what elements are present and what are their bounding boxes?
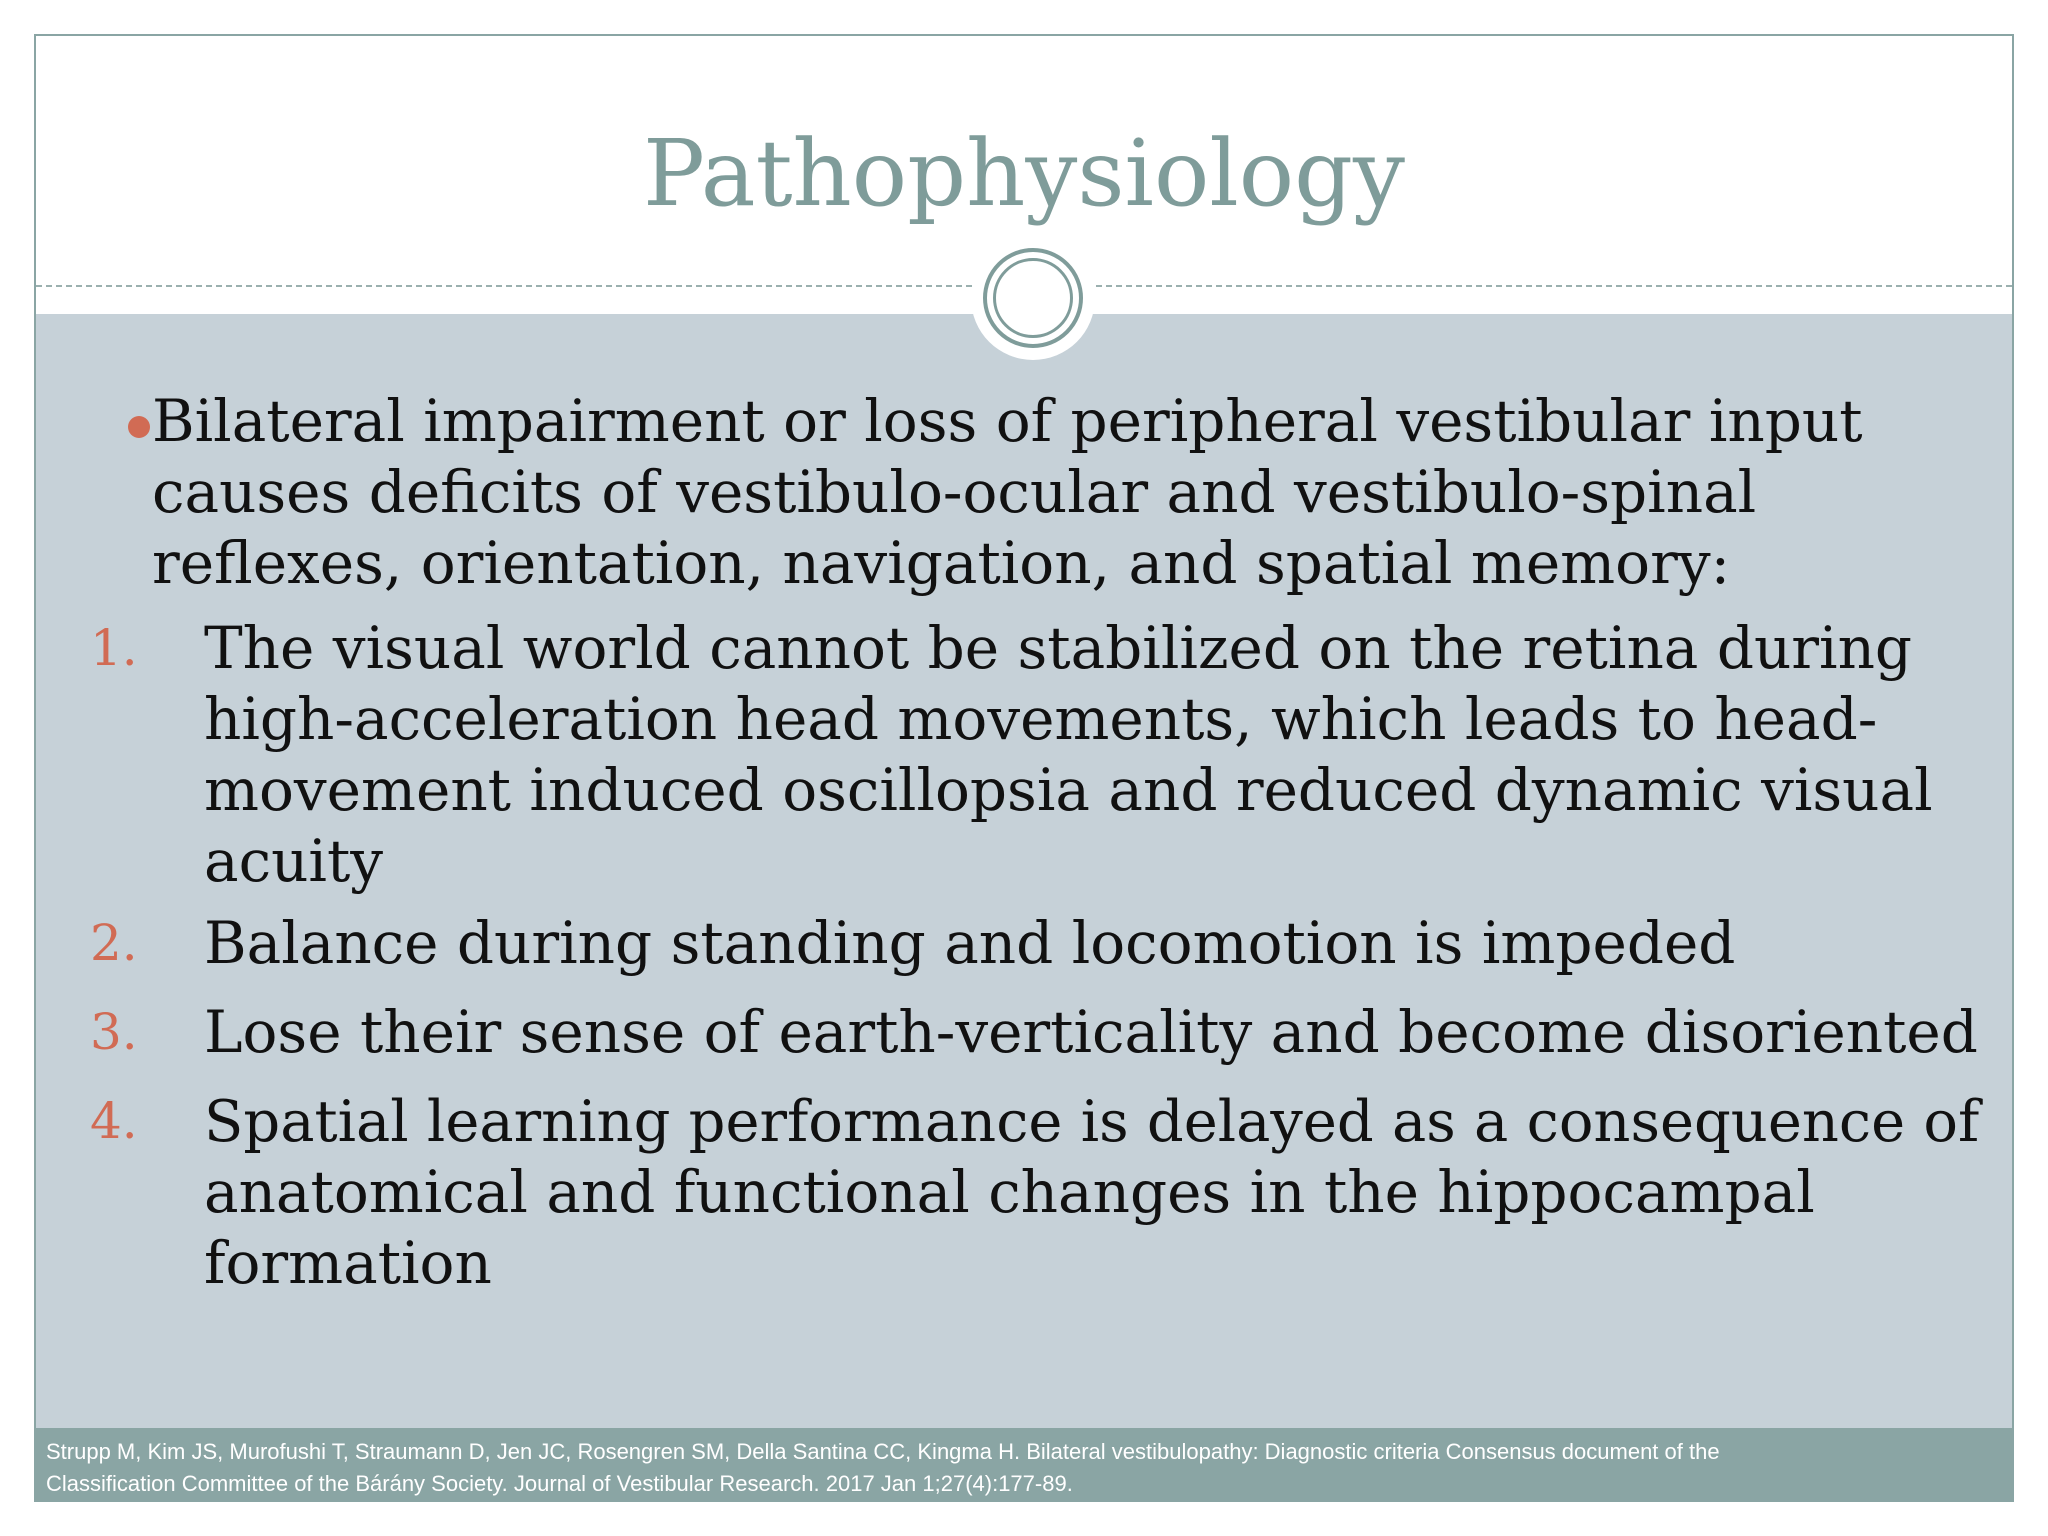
item-line: high-acceleration head movements, which leads to head-: [204, 685, 1878, 753]
bullet-line: Bilateral impairment or loss of peripheral vestibular input: [152, 387, 1863, 455]
item-line: formation: [204, 1229, 492, 1297]
item-line: anatomical and functional changes in the hippocampal: [204, 1158, 1815, 1226]
item-line: Spatial learning performance is delayed as a consequence of: [204, 1088, 1980, 1155]
item-line: Balance during standing and locomotion is impeded: [204, 909, 1736, 977]
bullet-item: [152, 386, 1952, 599]
citation-line: Classification Committee of the Bárány Society. Journal of Vestibular Research. 2017 Jan 1;27(4):177-89.: [46, 1471, 1073, 1496]
item-number: 2.: [90, 914, 138, 972]
bullet-line: causes deficits of vestibulo-ocular and vestibulo-spinal: [152, 458, 1757, 526]
item-line: The visual world cannot be stabilized on the retina during: [204, 614, 1913, 682]
item-text: [204, 908, 1735, 979]
item-text: [204, 1086, 1979, 1299]
inner-ring-circle-icon: [993, 258, 1073, 338]
item-line: movement induced oscillopsia and reduced dynamic visual: [204, 756, 1933, 824]
bullet-line: reflexes, orientation, navigation, and spatial memory:: [152, 529, 1731, 597]
item-line: acuity: [204, 827, 384, 895]
item-text: [204, 613, 1933, 897]
item-line: Lose their sense of earth-verticality and become disoriented: [204, 998, 1978, 1066]
item-text: [204, 997, 1978, 1068]
filled-circle-bullet-icon: [128, 416, 150, 438]
citation-footer: [36, 1428, 2012, 1502]
citation-line: Strupp M, Kim JS, Murofushi T, Straumann D, Jen JC, Rosengren SM, Della Santina CC, Kingma H. Bilateral vestibulopathy: Diagnostic criteria Consensus document of the: [46, 1439, 1720, 1464]
item-number: 3.: [90, 1003, 138, 1061]
item-number: 4.: [90, 1092, 138, 1150]
slide: [34, 34, 2014, 1502]
slide-title: Pathophysiology: [642, 120, 1406, 227]
item-number: 1.: [90, 619, 138, 677]
